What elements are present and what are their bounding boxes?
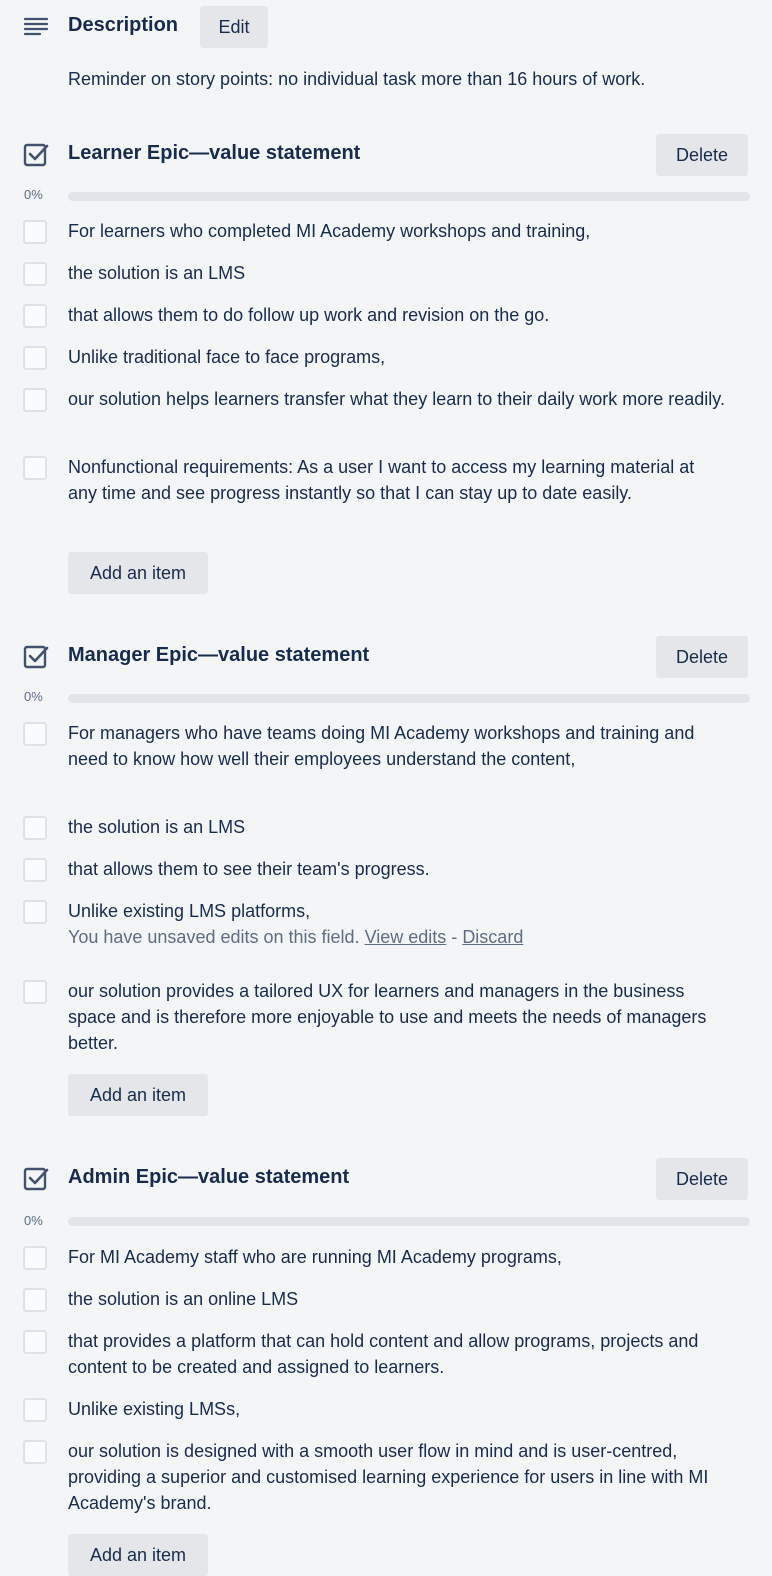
progress-bar-learner xyxy=(68,192,750,201)
item-checkbox[interactable] xyxy=(23,1330,47,1354)
item-checkbox[interactable] xyxy=(23,304,47,328)
checklist-checkbox-icon xyxy=(22,643,50,671)
progress-bar-admin xyxy=(68,1217,750,1226)
item-checkbox[interactable] xyxy=(23,722,47,746)
item-checkbox[interactable] xyxy=(23,858,47,882)
checklist-item-text[interactable]: the solution is an LMS xyxy=(68,817,246,837)
item-checkbox[interactable] xyxy=(23,456,47,480)
checklist-checkbox-icon xyxy=(22,1165,50,1193)
progress-percent-manager: 0% xyxy=(24,689,43,704)
edit-description-button[interactable]: Edit xyxy=(200,6,268,48)
delete-checklist-admin-button[interactable]: Delete xyxy=(656,1158,748,1200)
progress-percent-learner: 0% xyxy=(24,187,43,202)
progress-bar-manager xyxy=(68,694,750,703)
description-heading: Description xyxy=(68,14,179,36)
view-edits-link[interactable]: View edits xyxy=(364,927,447,947)
item-checkbox[interactable] xyxy=(23,980,47,1004)
description-text[interactable]: Reminder on story points: no individual task more than 16 hours of work. xyxy=(68,69,646,89)
checklist-item-text[interactable]: Unlike existing LMSs, xyxy=(68,1399,241,1419)
delete-checklist-manager-button[interactable]: Delete xyxy=(656,636,748,678)
checklist-item-text[interactable]: that provides a platform that can hold content and allow programs, projects and content to be created and assigned to learners. xyxy=(68,1331,699,1377)
checklist-item-text[interactable]: Unlike traditional face to face programs, xyxy=(68,347,386,367)
item-checkbox[interactable] xyxy=(23,1440,47,1464)
item-checkbox[interactable] xyxy=(23,1288,47,1312)
unsaved-edits-note xyxy=(68,924,523,950)
add-item-admin-button[interactable]: Add an item xyxy=(68,1534,208,1576)
item-checkbox[interactable] xyxy=(23,900,47,924)
note-separator: - xyxy=(451,927,458,947)
checklist-item-text[interactable]: Unlike existing LMS platforms, xyxy=(68,901,311,921)
checklist-item-text[interactable]: the solution is an online LMS xyxy=(68,1289,299,1309)
description-lines-icon xyxy=(22,13,50,41)
checklist-title-manager[interactable]: Manager Epic—value statement xyxy=(68,644,370,666)
item-checkbox[interactable] xyxy=(23,816,47,840)
item-checkbox[interactable] xyxy=(23,1246,47,1270)
item-checkbox[interactable] xyxy=(23,388,47,412)
checklist-item-text[interactable]: the solution is an LMS xyxy=(68,263,246,283)
checklist-item-text[interactable]: our solution is designed with a smooth user flow in mind and is user-centred, providing a superior and customised learning experience for users in line with MI Academy's brand. xyxy=(68,1441,709,1513)
item-checkbox[interactable] xyxy=(23,220,47,244)
checklist-title-admin[interactable]: Admin Epic—value statement xyxy=(68,1166,350,1188)
checklist-item-text[interactable]: our solution provides a tailored UX for learners and managers in the business space and is therefore more enjoyable to use and meets the needs of managers better. xyxy=(68,981,707,1053)
checklist-item-text[interactable]: Nonfunctional requirements: As a user I want to access my learning material at any time and see progress instantly so that I can stay up to date easily. xyxy=(68,457,695,503)
add-item-learner-button[interactable]: Add an item xyxy=(68,552,208,594)
checklist-checkbox-icon xyxy=(22,141,50,169)
progress-percent-admin: 0% xyxy=(24,1213,43,1228)
checklist-title-learner[interactable]: Learner Epic—value statement xyxy=(68,142,361,164)
item-checkbox[interactable] xyxy=(23,346,47,370)
discard-link[interactable]: Discard xyxy=(462,927,524,947)
unsaved-edits-text: You have unsaved edits on this field. xyxy=(68,927,360,947)
checklist-item-text[interactable]: that allows them to see their team's progress. xyxy=(68,859,430,879)
checklist-item-text[interactable]: For MI Academy staff who are running MI Academy programs, xyxy=(68,1247,562,1267)
checklist-item-text[interactable]: that allows them to do follow up work and revision on the go. xyxy=(68,305,550,325)
item-checkbox[interactable] xyxy=(23,1398,47,1422)
add-item-manager-button[interactable]: Add an item xyxy=(68,1074,208,1116)
checklist-item-text[interactable]: For learners who completed MI Academy workshops and training, xyxy=(68,221,591,241)
checklist-item-text[interactable]: our solution helps learners transfer what they learn to their daily work more readily. xyxy=(68,389,725,409)
delete-checklist-learner-button[interactable]: Delete xyxy=(656,134,748,176)
item-checkbox[interactable] xyxy=(23,262,47,286)
checklist-item-text[interactable]: For managers who have teams doing MI Academy workshops and training and need to know how well their employees understand the content, xyxy=(68,723,695,769)
